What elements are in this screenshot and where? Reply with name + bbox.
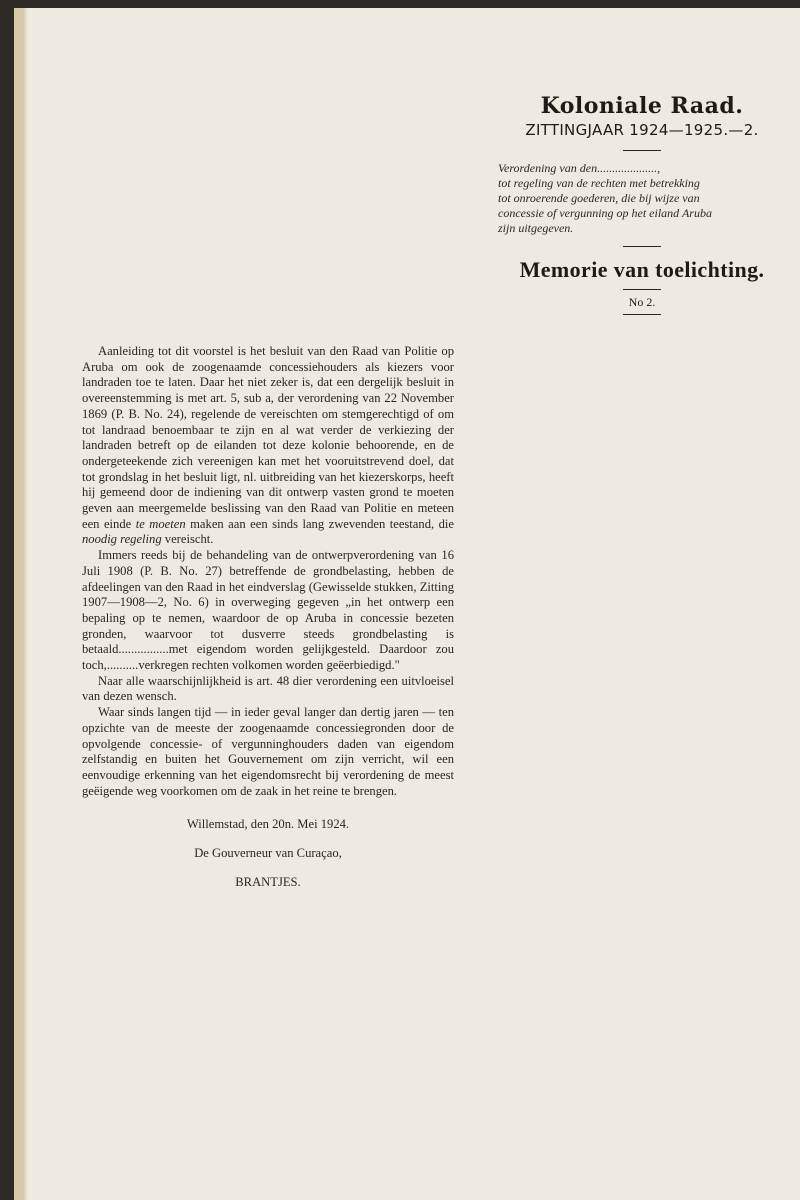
body-paragraph: Immers reeds bij de behandeling van de ontwerpverordening van 16 Juli 1908 (P. B. No. 27) betreffende de grondbelasting, hebben de afdeelingen van den Raad in het eindverslag (Gewisselde stukken, Zitting 1907—1908—2, No. 6) in overweging gegeven „in het ontwerp een bepaling op te nemen, waardoor de op Aruba in concessie bezeten gronden, waarvoor tot dusverre steeds grondbelasting is betaald................met eigendom worden gelijkgesteld. Daardoor zou toch,..........verkregen rechten volkomen worden geëerbiedigd." [82, 548, 454, 673]
document-page [14, 8, 800, 1200]
document-number: No 2. [628, 295, 656, 309]
body-text: vereischt. [164, 532, 214, 547]
body-paragraph: Waar sinds langen tijd — in ieder geval langer dan dertig jaren — ten opzichte van de meeste der zoogenaamde concessiegronden door de opvolgende concessie- of vergunninghouders daden van eigendom zelfstandig en buiten het Gouvernement om zijn verricht, wil een eenvoudige erkenning van het eigendomsrecht bij verordening de meest geëigende weg voorkomen om de zaak in het reine te brengen. [82, 705, 454, 798]
body-paragraph [82, 344, 454, 548]
body-paragraph: Naar alle waarschijnlijkheid is art. 48 dier verordening een uitvloeisel van dezen wensch. [82, 673, 454, 704]
page-edge [22, 8, 28, 1200]
document-header [492, 92, 792, 315]
header-divider [623, 150, 661, 151]
header-divider [623, 314, 661, 315]
regulation-title [492, 161, 792, 236]
body-text-italic: te moeten [135, 516, 186, 531]
regulation-line: Verordening van den...................., [498, 161, 661, 175]
body-text: maken aan een sinds lang zwevenden teestand, die [190, 516, 455, 531]
memorie-heading: Memorie van toelichting. [519, 257, 765, 282]
header-divider [623, 289, 661, 290]
regulation-line: zijn uitgegeven. [498, 221, 574, 235]
header-divider [623, 246, 661, 247]
regulation-line: tot onroerende goederen, die bij wijze van [498, 191, 700, 205]
closing-block [82, 817, 454, 890]
regulation-line: tot regeling van de rechten met betrekking [498, 176, 700, 190]
document-body [82, 344, 454, 904]
regulation-line: concessie of vergunning op het eiland Aruba [498, 206, 712, 220]
body-text: Aanleiding tot dit voorstel is het besluit van den Raad van Politie op Aruba om ook de zoogenaamde concessiehouders als kiezers voor landraden toe te laten. Daar het niet zeker is, dat een dergelijk besluit in overeenstemming is met art. 5, sub a, der verordening van 22 November 1869 (P. B. No. 24), regelende de vereischten om stemgerechtigd of om tot landraad benoembaar te zijn en al wat verder de verkiezing der landraden betreft op de eilanden tot deze kolonie behoorende, en de ondergeteekende zich vereenigen kan met het vooruitstrevend doel, dat tot grondslag in het besluit ligt, nl. uitbreiding van het kiezerskorps, heeft hij gemeend door de indiening van dit ontwerp vasten grond te moeten geven aan meergemelde beslissing van den Raad van Politie en meteen een einde [82, 344, 454, 531]
signature: BRANTJES. [235, 875, 301, 890]
place-date: Willemstad, den 20n. Mei 1924. [186, 817, 350, 832]
body-text-italic: noodig regeling [82, 532, 162, 547]
signatory-role: De Gouverneur van Curaçao, [194, 846, 342, 861]
session-year: ZITTINGJAAR 1924—1925.—2. [525, 121, 759, 139]
council-title: Koloniale Raad. [540, 93, 744, 119]
